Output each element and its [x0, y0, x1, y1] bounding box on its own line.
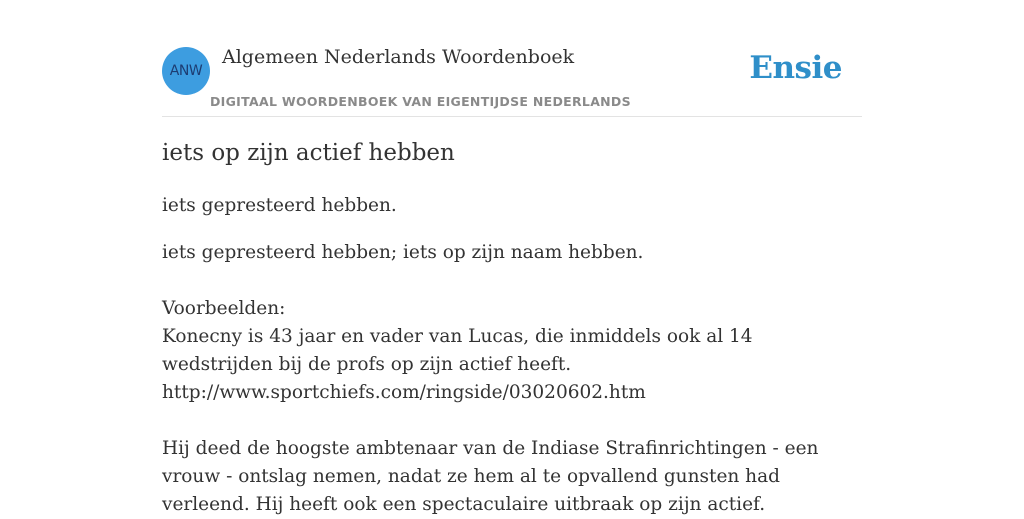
- definition: iets gepresteerd hebben; iets op zijn naam hebben.: [162, 242, 644, 263]
- entry-term: iets op zijn actief hebben: [162, 140, 455, 166]
- examples-label: Voorbeelden:: [162, 298, 286, 319]
- example-2: Hij deed de hoogste ambtenaar van de Indiase Strafinrichtingen - een vrouw - ontslag nemen, nadat ze hem al te opvallend gunsten had verleend. Hij heeft ook een spectaculaire uitbraak op zijn actief.: [162, 438, 819, 515]
- site-title[interactable]: Algemeen Nederlands Woordenboek: [222, 46, 575, 68]
- page-content: [162, 0, 862, 515]
- logo-text: ANW: [169, 63, 203, 79]
- site-subtitle: DIGITAAL WOORDENBOEK VAN EIGENTIJDSE NEDERLANDS: [210, 94, 631, 109]
- anw-logo[interactable]: [162, 47, 210, 95]
- short-definition: iets gepresteerd hebben.: [162, 195, 397, 216]
- site-header: [162, 0, 862, 117]
- example-1-source: http://www.sportchiefs.com/ringside/03020602.htm: [162, 382, 646, 403]
- example-1: Konecny is 43 jaar en vader van Lucas, die inmiddels ook al 14 wedstrijden bij de profs op zijn actief heeft.: [162, 326, 753, 375]
- ensie-brand-logo[interactable]: Ensie: [749, 50, 842, 86]
- entry-body: [162, 192, 862, 519]
